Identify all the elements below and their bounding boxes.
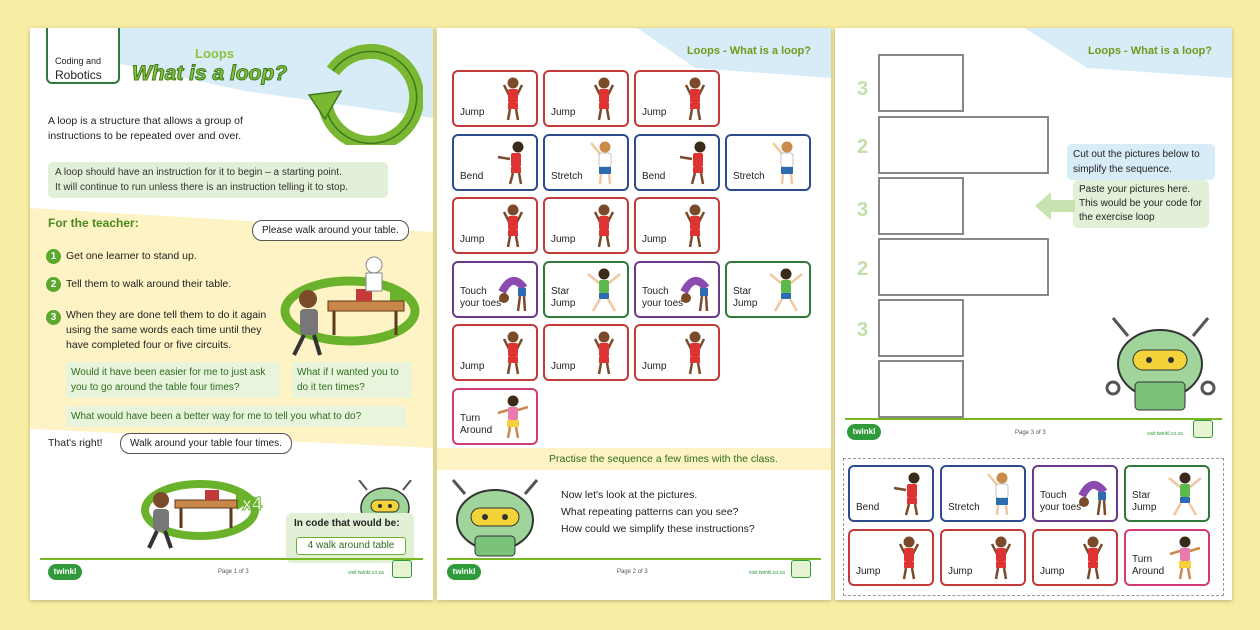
cutout-area — [843, 458, 1224, 596]
category-tab — [46, 28, 120, 84]
prompt-1: Now let's look at the pictures. — [561, 489, 698, 501]
teacher-heading: For the teacher: — [48, 216, 139, 230]
code-heading: In code that would be: — [294, 518, 400, 529]
times-four-label: x4 — [242, 494, 263, 514]
cutout-card-jump[interactable] — [1032, 529, 1118, 586]
exercise-card-jump[interactable] — [543, 197, 629, 254]
practise-banner: Practise the sequence a few times with the class. — [549, 453, 778, 465]
card-label: Jump — [642, 234, 667, 245]
paste-box-2[interactable] — [878, 116, 1049, 174]
question-better-way: What would have been a better way for me to tell you what to do? — [66, 406, 406, 427]
card-label — [733, 286, 757, 310]
page-number: Page 1 of 3 — [218, 569, 249, 575]
twinkl-logo: twinkl — [48, 564, 82, 580]
question-ten-times: What if I wanted you to do it ten times? — [292, 362, 412, 398]
card-label: Jump — [948, 566, 973, 577]
page-subtitle: Loops — [195, 46, 234, 61]
jump-figure-icon — [496, 202, 530, 250]
page-number: Page 3 of 3 — [1015, 430, 1046, 436]
card-label-line1: Touch — [642, 285, 669, 297]
jump-figure-icon — [1076, 534, 1110, 582]
exercise-card-jump[interactable] — [452, 197, 538, 254]
exercise-card-stretch[interactable] — [543, 134, 629, 191]
card-label-line2: Jump — [1132, 502, 1157, 513]
footer-url: visit twinkl.co.za — [1147, 431, 1183, 437]
exercise-card-jump[interactable] — [452, 324, 538, 381]
paste-box-5[interactable] — [878, 299, 964, 357]
card-label-line2: Jump — [733, 297, 758, 309]
card-label-line1: Star — [551, 285, 570, 297]
paste-box-3[interactable] — [878, 177, 964, 235]
definition-box — [48, 162, 388, 198]
worksheet-page-2 — [437, 28, 831, 600]
cutout-card-stretch[interactable] — [940, 465, 1026, 522]
cutout-card-jump[interactable] — [940, 529, 1026, 586]
question-easier: Would it have been easier for me to just ask you to go around the table four times? — [66, 362, 280, 398]
paste-box-1[interactable] — [878, 54, 964, 112]
footer-line — [845, 418, 1222, 420]
repeat-number-2: 2 — [857, 136, 869, 158]
exercise-card-jump[interactable] — [543, 70, 629, 127]
star-figure-icon — [1168, 470, 1202, 518]
badge-icon — [392, 560, 412, 578]
four-times-illustration — [135, 460, 285, 552]
card-label: Stretch — [733, 170, 765, 182]
card-label: Jump — [460, 361, 485, 372]
code-value: 4 walk around table — [296, 537, 406, 555]
speech-bubble-2: Walk around your table four times. — [120, 433, 292, 454]
cut-instruction: Cut out the pictures below to simplify the sequence. — [1067, 144, 1215, 180]
thats-right-text: That's right! — [48, 437, 103, 449]
exercise-card-jump[interactable] — [634, 197, 720, 254]
bend-figure-icon — [892, 470, 926, 518]
definition-line1: A loop should have an instruction for it to begin – a starting point. — [55, 167, 342, 178]
card-label: Bend — [856, 502, 880, 513]
card-label — [460, 286, 501, 310]
footer-url: visit twinkl.co.za — [749, 570, 785, 576]
exercise-card-bend[interactable] — [452, 134, 538, 191]
card-label: Bend — [642, 170, 666, 182]
card-label — [1132, 490, 1156, 514]
card-label: Jump — [856, 566, 881, 577]
cutout-card-jump[interactable] — [848, 529, 934, 586]
card-label: Jump — [460, 234, 485, 245]
jump-figure-icon — [678, 75, 712, 123]
prompt-3: How could we simplify these instructions? — [561, 523, 755, 535]
card-label — [1132, 554, 1164, 578]
card-label-line2: your toes — [460, 297, 502, 309]
exercise-card-jump[interactable] — [634, 324, 720, 381]
paste-box-4[interactable] — [878, 238, 1049, 296]
stretch-figure-icon — [769, 139, 803, 187]
page-header: Loops - What is a loop? — [686, 45, 811, 57]
code-box — [286, 513, 414, 563]
jump-figure-icon — [678, 329, 712, 377]
step-number-3: 3 — [46, 310, 61, 325]
robot-icon — [1103, 316, 1218, 416]
page-title: What is a loop? — [132, 62, 288, 85]
bend-figure-icon — [678, 139, 712, 187]
twinkl-logo: twinkl — [847, 424, 881, 440]
card-label-line2: Jump — [551, 297, 576, 309]
page-number: Page 2 of 3 — [617, 569, 648, 575]
card-label — [642, 286, 683, 310]
footer-line — [447, 558, 821, 560]
exercise-card-star[interactable] — [725, 261, 811, 318]
exercise-card-jump[interactable] — [452, 70, 538, 127]
step-number-2: 2 — [46, 277, 61, 292]
intro-text: A loop is a structure that allows a group of instructions to be repeated over and over. — [48, 115, 243, 142]
worksheet-page-1 — [30, 28, 433, 600]
arrow-left-icon — [1035, 192, 1075, 220]
twinkl-logo: twinkl — [447, 564, 481, 580]
category-line1: Coding and — [55, 56, 102, 66]
page-header: Loops - What is a loop? — [1087, 45, 1212, 57]
prompt-2: What repeating patterns can you see? — [561, 506, 739, 518]
repeat-number-1: 3 — [857, 78, 869, 100]
card-label-line2: your toes — [1040, 502, 1082, 513]
jump-figure-icon — [892, 534, 926, 582]
cutout-card-bend[interactable] — [848, 465, 934, 522]
exercise-card-bend[interactable] — [634, 134, 720, 191]
card-label: Jump — [551, 107, 576, 118]
exercise-card-stretch[interactable] — [725, 134, 811, 191]
bend-figure-icon — [496, 139, 530, 187]
footer-url: visit twinkl.co.za — [348, 570, 384, 576]
card-label: Jump — [1040, 566, 1065, 577]
jump-figure-icon — [678, 202, 712, 250]
table-walk-illustration — [278, 243, 423, 358]
worksheet-page-3 — [835, 28, 1232, 600]
card-label: Stretch — [551, 170, 583, 182]
card-label: Jump — [642, 361, 667, 372]
card-label-line1: Turn — [1132, 554, 1153, 565]
exercise-card-jump[interactable] — [543, 324, 629, 381]
card-label-line1: Touch — [1040, 490, 1067, 501]
turn-figure-icon — [1168, 534, 1202, 582]
exercise-card-touch[interactable] — [634, 261, 720, 318]
exercise-card-turn[interactable] — [452, 388, 538, 445]
card-label: Bend — [460, 170, 484, 182]
card-label-line1: Turn — [460, 412, 481, 424]
stretch-figure-icon — [984, 470, 1018, 518]
repeat-number-4: 2 — [857, 258, 869, 280]
star-figure-icon — [769, 266, 803, 314]
card-label — [460, 413, 492, 437]
step-text-3: When they are done tell them to do it again using the same words each time until they have completed four or five circuits. — [66, 309, 267, 351]
card-label-line2: Around — [1132, 566, 1165, 577]
card-label: Jump — [460, 107, 485, 118]
step-text-1: Get one learner to stand up. — [66, 250, 197, 262]
turn-figure-icon — [496, 393, 530, 441]
jump-figure-icon — [496, 75, 530, 123]
step-number-1: 1 — [46, 249, 61, 264]
speech-bubble-1: Please walk around your table. — [252, 220, 409, 241]
paste-box-6[interactable] — [878, 360, 964, 418]
card-label-line1: Star — [733, 285, 752, 297]
repeat-number-5: 3 — [857, 319, 869, 341]
paste-instruction: Paste your pictures here. This would be your code for the exercise loop — [1073, 180, 1209, 228]
footer-line — [40, 558, 423, 560]
card-label-line2: your toes — [642, 297, 684, 309]
exercise-card-jump[interactable] — [634, 70, 720, 127]
repeat-number-3: 3 — [857, 199, 869, 221]
jump-figure-icon — [496, 329, 530, 377]
definition-line2: It will continue to run unless there is an instruction telling it to stop. — [55, 182, 348, 193]
discussion-prompts — [561, 487, 755, 538]
card-label: Jump — [551, 361, 576, 372]
category-line2: Robotics — [55, 68, 102, 82]
card-label: Jump — [551, 234, 576, 245]
cutout-card-turn[interactable] — [1124, 529, 1210, 586]
badge-icon — [1193, 420, 1213, 438]
loop-arrow-icon — [305, 33, 423, 145]
card-label — [551, 286, 575, 310]
exercise-card-touch[interactable] — [452, 261, 538, 318]
robot-icon — [445, 478, 545, 558]
jump-figure-icon — [587, 202, 621, 250]
exercise-card-star[interactable] — [543, 261, 629, 318]
jump-figure-icon — [587, 75, 621, 123]
card-label-line1: Star — [1132, 490, 1151, 501]
card-label: Stretch — [948, 502, 980, 513]
jump-figure-icon — [587, 329, 621, 377]
cutout-card-star[interactable] — [1124, 465, 1210, 522]
jump-figure-icon — [984, 534, 1018, 582]
card-label-line1: Touch — [460, 285, 487, 297]
card-label-line2: Around — [460, 424, 493, 436]
badge-icon — [791, 560, 811, 578]
star-figure-icon — [587, 266, 621, 314]
card-label: Jump — [642, 107, 667, 118]
step-text-2: Tell them to walk around their table. — [66, 278, 232, 290]
cutout-card-touch[interactable] — [1032, 465, 1118, 522]
card-label — [1040, 490, 1081, 514]
stretch-figure-icon — [587, 139, 621, 187]
